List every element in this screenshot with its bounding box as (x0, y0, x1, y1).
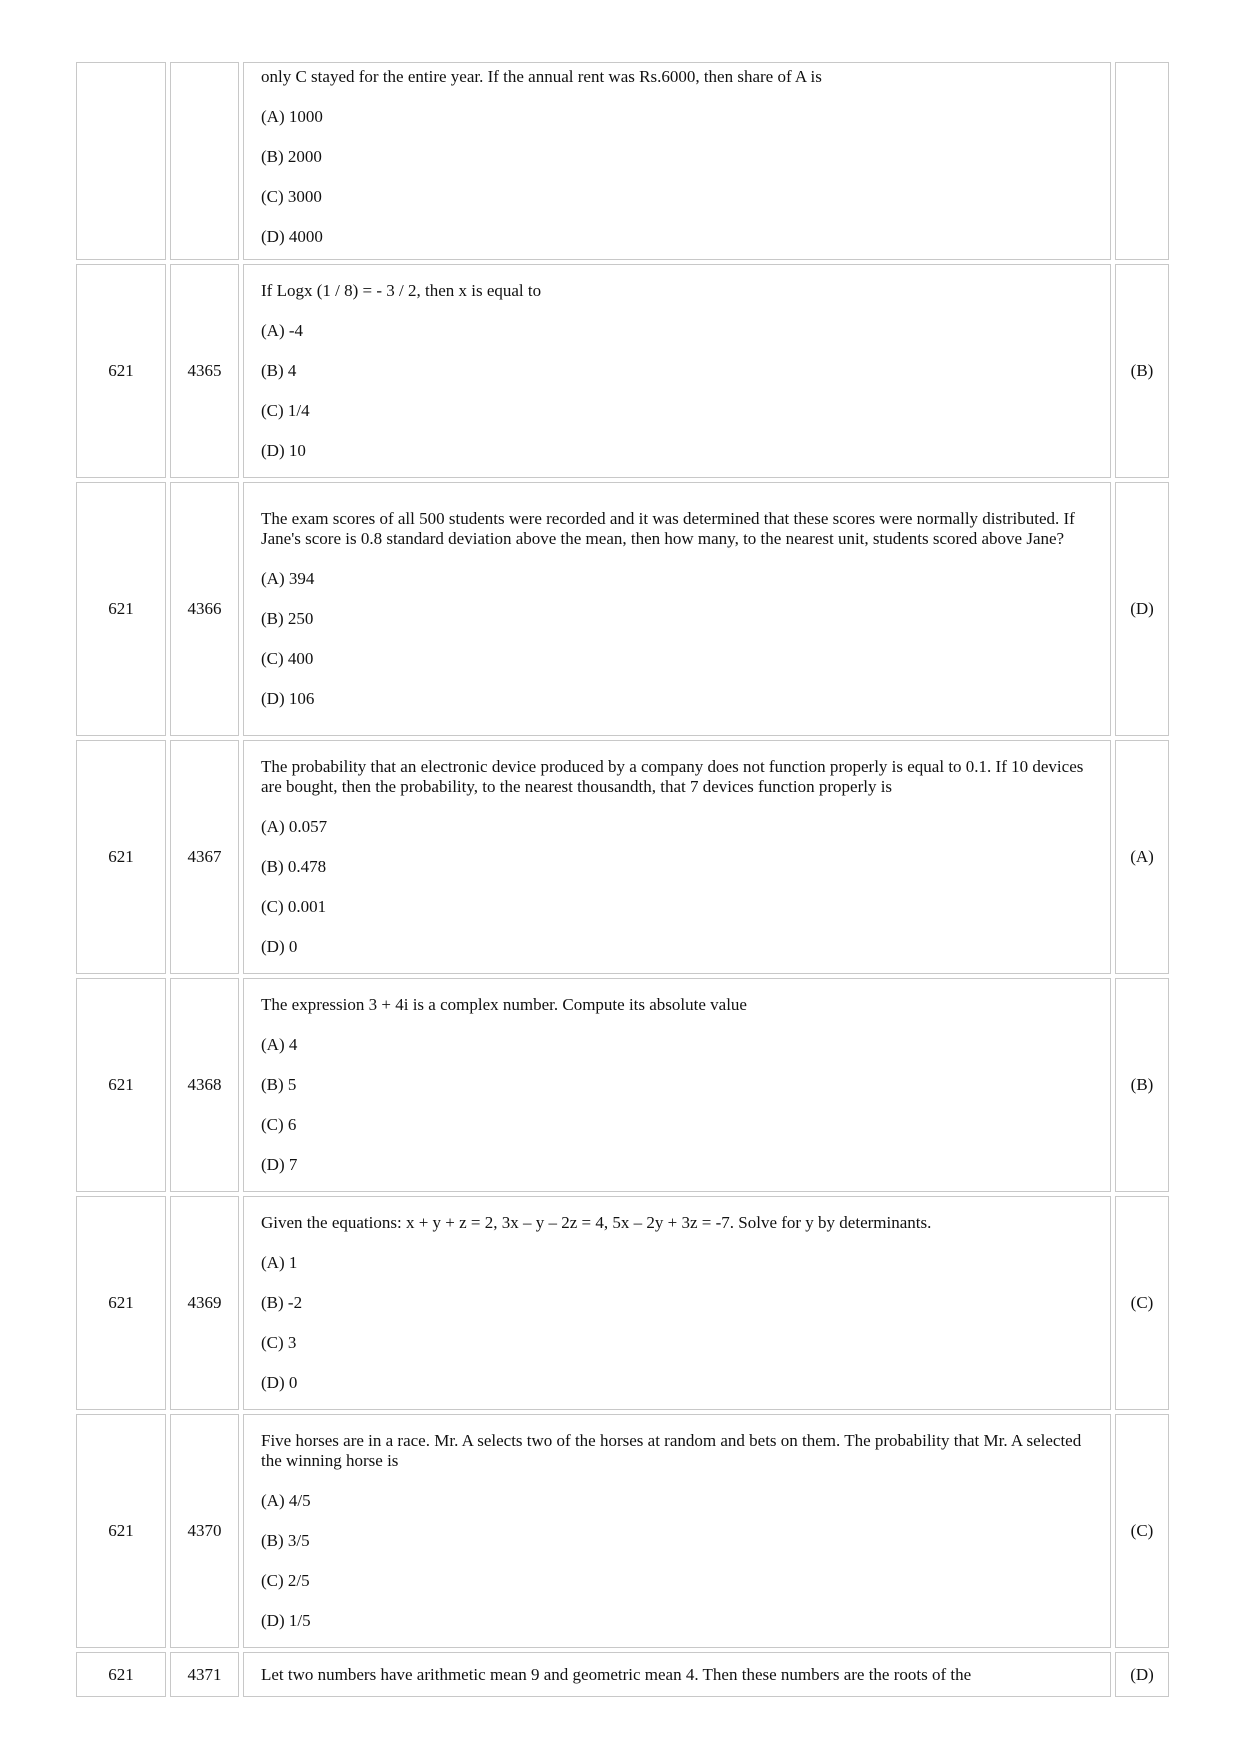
question-number-cell: 4369 (170, 1196, 239, 1410)
question-number-cell: 4367 (170, 740, 239, 974)
question-text: The expression 3 + 4i is a complex number. Compute its absolute value (261, 995, 747, 1014)
option-b: (B) 2000 (261, 147, 322, 166)
question-text: Given the equations: x + y + z = 2, 3x – y – 2z = 4, 5x – 2y + 3z = -7. Solve for y by determinants. (261, 1213, 932, 1232)
table-row (76, 978, 1169, 1192)
answer-cell: (C) (1115, 1414, 1169, 1648)
question-text: If Logx (1 / 8) = - 3 / 2, then x is equal to (261, 281, 542, 300)
answer-cell: (D) (1115, 482, 1169, 736)
exam-id-cell: 621 (76, 482, 166, 736)
question-number-cell: 4368 (170, 978, 239, 1192)
question-cell (243, 482, 1111, 736)
answer-cell: (B) (1115, 264, 1169, 478)
exam-id-cell: 621 (76, 264, 166, 478)
answer-cell: (A) (1115, 740, 1169, 974)
option-d: (D) 1/5 (261, 1611, 311, 1630)
question-text: Five horses are in a race. Mr. A selects two of the horses at random and bets on them. The probability that Mr. A selected the winning horse is (261, 1431, 1082, 1470)
question-number-cell: 4366 (170, 482, 239, 736)
table-row (76, 1652, 1169, 1697)
option-c: (C) 1/4 (261, 401, 310, 420)
option-a: (A) 4 (261, 1035, 298, 1054)
option-a: (A) 0.057 (261, 817, 328, 836)
option-a: (A) 1000 (261, 107, 323, 126)
option-d: (D) 7 (261, 1155, 298, 1174)
option-b: (B) 5 (261, 1075, 297, 1094)
question-number-cell: 4371 (170, 1652, 239, 1697)
option-b: (B) 3/5 (261, 1531, 310, 1550)
table-row (76, 1196, 1169, 1410)
question-text: only C stayed for the entire year. If the annual rent was Rs.6000, then share of A is (261, 67, 822, 86)
option-b: (B) -2 (261, 1293, 303, 1312)
table-row (76, 740, 1169, 974)
question-number-cell: 4365 (170, 264, 239, 478)
option-d: (D) 106 (261, 689, 315, 708)
option-b: (B) 0.478 (261, 857, 327, 876)
table-row (76, 482, 1169, 736)
question-cell (243, 264, 1111, 478)
question-number-cell (170, 62, 239, 260)
question-cell (243, 978, 1111, 1192)
option-b: (B) 4 (261, 361, 297, 380)
option-c: (C) 0.001 (261, 897, 327, 916)
table-row (76, 1414, 1169, 1648)
table-row (76, 264, 1169, 478)
question-cell (243, 62, 1111, 260)
exam-id-cell: 621 (76, 1652, 166, 1697)
question-cell (243, 1196, 1111, 1410)
question-number-cell: 4370 (170, 1414, 239, 1648)
option-a: (A) 1 (261, 1253, 298, 1272)
question-cell (243, 1414, 1111, 1648)
option-c: (C) 3 (261, 1333, 297, 1352)
exam-id-cell: 621 (76, 1414, 166, 1648)
question-table (72, 58, 1173, 1701)
answer-cell: (C) (1115, 1196, 1169, 1410)
question-cell (243, 1652, 1111, 1697)
table-row (76, 62, 1169, 260)
question-text: The probability that an electronic device produced by a company does not function properly is equal to 0.1. If 10 devices are bought, then the probability, to the nearest thousandth, that 7 devices function properly is (261, 757, 1084, 796)
question-text: Let two numbers have arithmetic mean 9 and geometric mean 4. Then these numbers are the roots of the (261, 1664, 972, 1684)
option-a: (A) 4/5 (261, 1491, 311, 1510)
option-a: (A) -4 (261, 321, 304, 340)
option-d: (D) 10 (261, 441, 306, 460)
option-d: (D) 0 (261, 1373, 298, 1392)
question-cell (243, 740, 1111, 974)
exam-id-cell: 621 (76, 978, 166, 1192)
exam-id-cell (76, 62, 166, 260)
exam-id-cell: 621 (76, 1196, 166, 1410)
option-d: (D) 4000 (261, 227, 323, 246)
question-text: The exam scores of all 500 students were recorded and it was determined that these scores were normally distributed. If Jane's score is 0.8 standard deviation above the mean, then how many, to the nearest unit, students scored above Jane? (261, 509, 1075, 548)
option-c: (C) 6 (261, 1115, 297, 1134)
option-b: (B) 250 (261, 609, 314, 628)
exam-id-cell: 621 (76, 740, 166, 974)
option-c: (C) 3000 (261, 187, 322, 206)
option-c: (C) 400 (261, 649, 314, 668)
option-c: (C) 2/5 (261, 1571, 310, 1590)
option-d: (D) 0 (261, 937, 298, 956)
answer-cell: (D) (1115, 1652, 1169, 1697)
option-a: (A) 394 (261, 569, 315, 588)
answer-cell (1115, 62, 1169, 260)
answer-cell: (B) (1115, 978, 1169, 1192)
